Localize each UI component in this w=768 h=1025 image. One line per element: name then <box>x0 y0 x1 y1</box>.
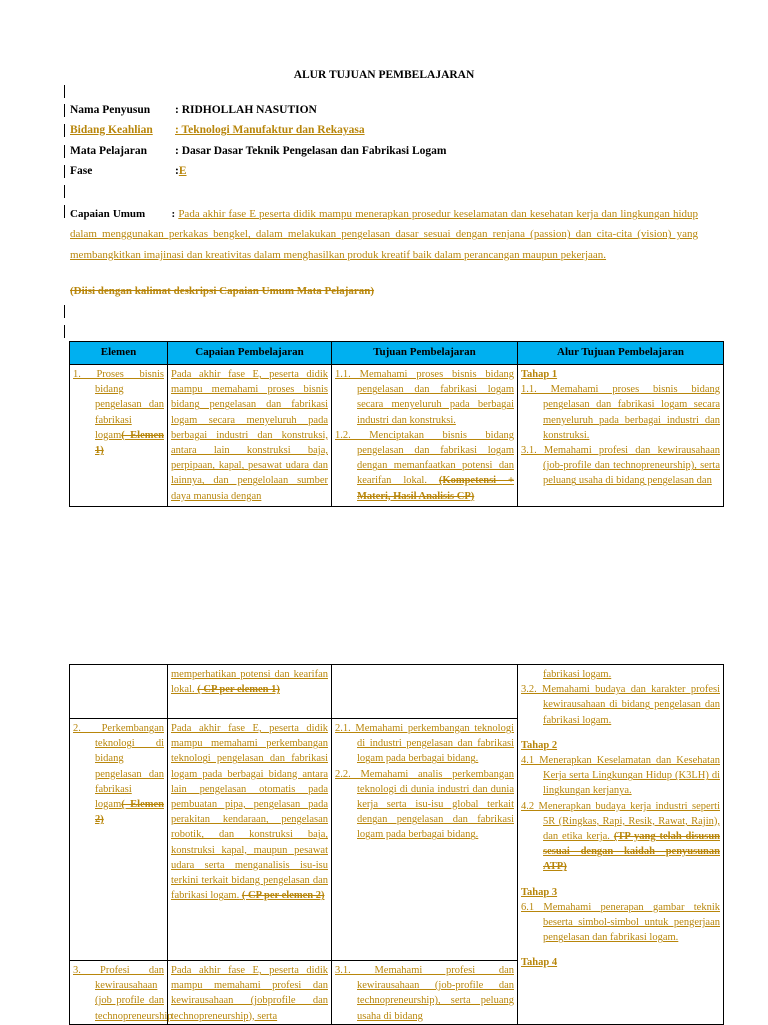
tahap-2: Tahap 2 <box>521 739 558 751</box>
cp-2: Pada akhir fase E, peserta didik mampu memahami perkembangan teknologi pengelasan dan fabrikasi logam pada berbagai bidang antara lain pengelasan otomatis pada pembuatan pipa, pengelasan pada perakitan kendaraan, pengelasan robotik, dan konstruksi baja, konstruksi kapal, maupun pesawat udara serta menganalisis isu-isu terkini terkait bidang pengelasan dan fabrikasi logam. ( CP per elemen 2) <box>171 723 328 902</box>
field-value: : Teknologi Manufaktur dan Rekayasa <box>175 124 365 136</box>
tp-cell <box>332 665 518 719</box>
field-label: Nama Penyusun <box>70 104 151 116</box>
paragraph-mark <box>64 104 65 117</box>
capaian-text: Pada akhir fase E peserta didik mampu menerapkan prosedur keselamatan dan kesehatan kerja dan lingkungan hidup dalam menggunakan perkakas bengkel, dalam melakukan pengelasan dasar sesuai dengan renjana (passion) dan cita-cita (vision) yang membangkitkan imajinasi dan kreativitas dalam menghasilkan produk kreatif baik dalam perancangan maupun pekerjaan. <box>70 208 699 261</box>
elemen-2: 2. Perkembangan teknologi di bidang pengelasan dan fabrikasi logam( Elemen 2) <box>73 723 164 826</box>
document-title: ALUR TUJUAN PEMBELAJARAN <box>293 69 475 81</box>
field-value: : RIDHOLLAH NASUTION <box>175 104 317 116</box>
atp-cell <box>518 665 724 1025</box>
atp-table-page2 <box>69 664 724 1025</box>
field-mata-pelajaran <box>70 145 446 161</box>
field-value: : <box>175 165 179 177</box>
paragraph-mark <box>64 165 65 178</box>
capaian-umum-paragraph <box>70 204 698 265</box>
field-bidang-keahlian <box>70 124 365 140</box>
cp-cell <box>168 961 332 1025</box>
tp-2-2: 2.2. Memahami analis perkembangan teknologi di dunia industri dan dunia kerja serta isu-isu global terkait dengan pengelasan dan fabrikasi logam pada berbagai bidang. <box>335 768 514 841</box>
elemen-cell <box>70 961 173 1025</box>
tp-1-2: 1.2. Menciptakan bisnis bidang pengelasan dan fabrikasi logam dengan memanfaatkan potensi dan kearifan lokal. (Kompetensi + Materi, Hasil Analisis CP) <box>335 429 515 502</box>
field-label: Mata Pelajaran <box>70 145 147 157</box>
header-elemen: Elemen <box>70 342 168 365</box>
field-value: : Dasar Dasar Teknik Pengelasan dan Fabrikasi Logam <box>175 145 447 157</box>
header-capaian: Capaian Pembelajaran <box>168 342 332 365</box>
field-fase <box>70 165 187 181</box>
field-label: Fase <box>70 165 93 177</box>
paragraph-mark <box>64 325 65 338</box>
paragraph-mark <box>64 305 65 318</box>
tahap-3: Tahap 3 <box>521 886 558 898</box>
table-row <box>70 365 724 507</box>
paragraph-mark <box>64 185 65 198</box>
elemen-1: 1. Proses bisnis bidang pengelasan dan fabrikasi logam( Elemen 1) <box>73 369 164 457</box>
atp-3-1-cont: fabrikasi logam. <box>543 669 612 680</box>
atp-cell <box>518 365 724 507</box>
tp-1-1: 1.1. Memahami proses bisnis bidang pengelasan dan fabrikasi logam secara menyeluruh pada berbagai industri dan konstruksi. <box>335 369 514 426</box>
table-row <box>70 665 724 719</box>
tahap-1: Tahap 1 <box>521 369 558 380</box>
tp-2-1: 2.1. Memahami perkembangan teknologi di industri pengelasan dan fabrikasi logam pada berbagai bidang. <box>335 723 514 765</box>
elemen-cell <box>70 365 168 507</box>
tp-cell <box>332 719 518 961</box>
cp-1-cont: memperhatikan potensi dan kearifan lokal. ( CP per elemen 1) <box>171 669 328 696</box>
capaian-deleted-note <box>70 285 374 297</box>
elemen-3: 3. Profesi dan kewirausahaan (job profile dan technopreneurship <box>73 965 173 1022</box>
cp-3: Pada akhir fase E, peserta didik mampu memahami profesi dan kewirausahaan (jobprofile dan technopreneurship), serta <box>171 965 328 1022</box>
table-header-row <box>70 342 724 365</box>
atp-4-2: 4.2 Menerapkan budaya kerja industri seperti 5R (Ringkas, Rapi, Resik, Rawat, Rajin), dan etika kerja. (TP yang telah disusun sesuai dengan kaidah penyusunan ATP) <box>521 800 720 873</box>
cp-cell <box>168 365 332 507</box>
field-label: Bidang Keahlian <box>70 124 153 136</box>
atp-table-page1 <box>69 341 724 507</box>
paragraph-mark <box>64 85 65 98</box>
paragraph-mark <box>64 145 65 158</box>
atp-1-1: 1.1. Memahami proses bisnis bidang pengelasan dan fabrikasi logam secara menyeluruh pada berbagai industri dan konstruksi. <box>521 384 720 441</box>
tp-cell <box>332 961 518 1025</box>
tp-cell <box>332 365 518 507</box>
header-alur: Alur Tujuan Pembelajaran <box>518 342 724 365</box>
deleted-text: (Diisi dengan kalimat deskripsi Capaian Umum Mata Pelajaran) <box>70 285 375 297</box>
field-nama-penyusun <box>70 104 317 120</box>
fase-value: E <box>178 165 187 177</box>
cp-cell <box>168 719 332 961</box>
capaian-colon: : <box>171 208 176 220</box>
elemen-cell <box>70 719 168 961</box>
atp-6-1: 6.1 Memahami penerapan gambar teknik beserta simbol-simbol untuk pengerjaan pengelasan dan fabrikasi logam. <box>521 901 720 944</box>
tp-3-1: 3.1. Memahami profesi dan kewirausahaan (job-profile dan technopreneurship), serta peluang usaha di bidang <box>335 965 514 1022</box>
atp-4-1: 4.1 Menerapkan Keselamatan dan Kesehatan Kerja serta Lingkungan Hidup (K3LH) di lingkungan kerjanya. <box>521 755 720 797</box>
paragraph-mark <box>64 124 65 137</box>
capaian-label: Capaian Umum <box>70 208 146 220</box>
atp-3-2: 3.2. Memahami budaya dan karakter profesi kewirausahaan di bidang pengelasan dan fabrikasi logam. <box>521 684 720 726</box>
tahap-4: Tahap 4 <box>521 957 558 969</box>
atp-3-1: 3.1. Memahami profesi dan kewirausahaan (job-profile dan technopreneurship), serta peluang usaha di bidang pengelasan dan <box>521 445 720 487</box>
paragraph-mark <box>64 205 65 218</box>
cp-cell <box>168 665 332 719</box>
elemen-cell <box>70 665 168 719</box>
cp-1: Pada akhir fase E, peserta didik mampu memahami proses bisnis bidang pengelasan dan fabrikasi logam secara menyeluruh pada berbagai industri dan konstruksi, antara lain konstruksi baja, perpipaan, kapal, pesawat udara dan lainnya, dan pengelolaan sumber daya manusia dengan <box>171 369 328 502</box>
header-tujuan: Tujuan Pembelajaran <box>332 342 518 365</box>
